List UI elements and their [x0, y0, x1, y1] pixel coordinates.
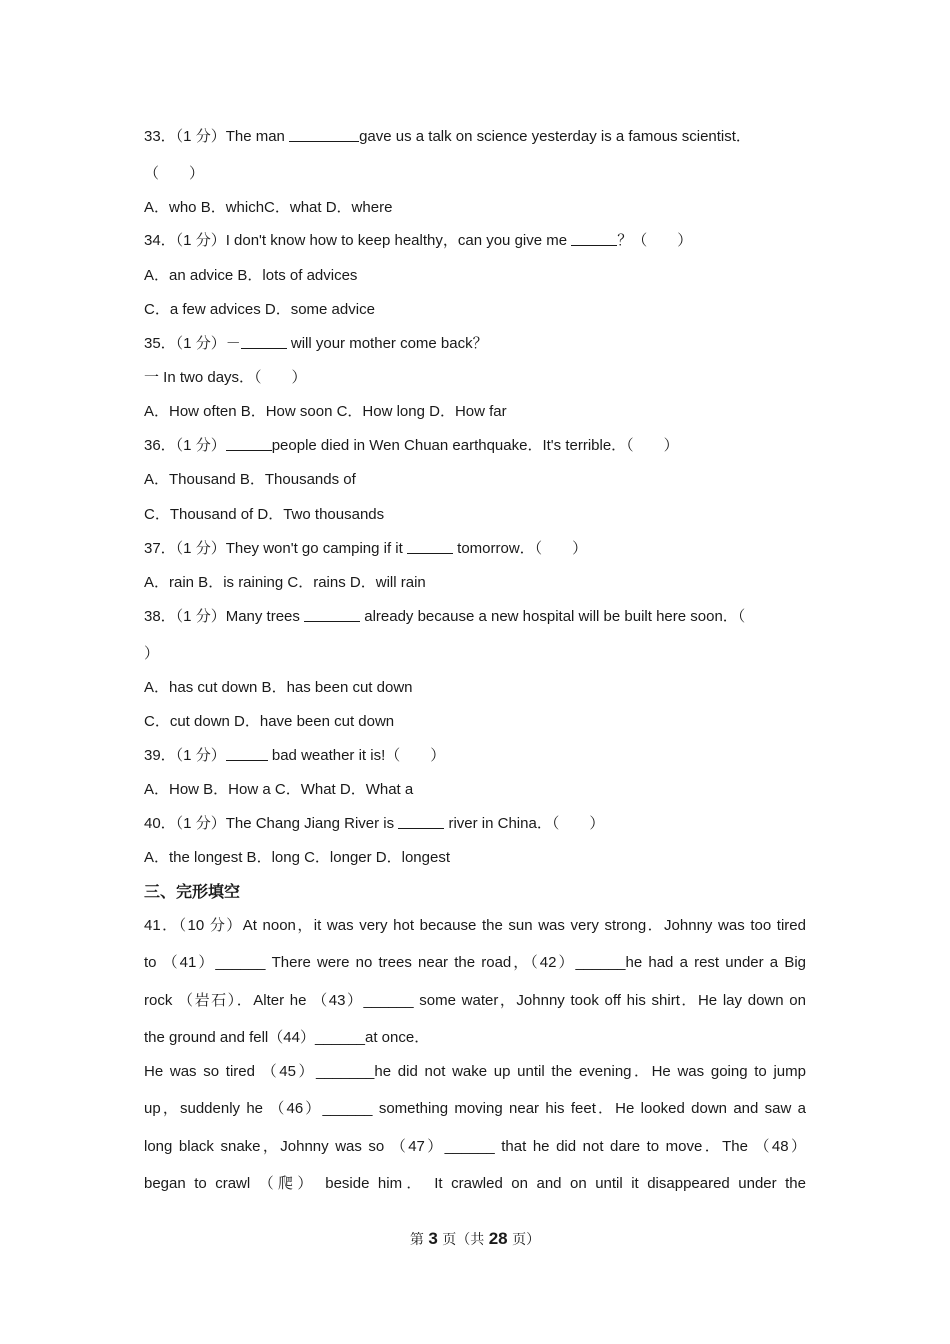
q40-stem — [144, 814, 806, 834]
q36-stem — [144, 436, 806, 456]
q37-options: A．rain B．is raining C．rains D．will rain — [144, 574, 426, 591]
q39-options: A．How B．How a C．What D．What a — [144, 781, 414, 798]
q38-stem-text: 38．（1 分）Many trees — [144, 608, 305, 625]
q38-options-2: C．cut down D．have been cut down — [144, 713, 395, 730]
q40-stem-text: 40．（1 分）The Chang Jiang River is — [144, 815, 399, 832]
q35-stem-text: 35．（1 分）－ — [144, 335, 241, 352]
q36-blank — [226, 436, 272, 451]
footer-total-pages: 28 — [488, 1229, 508, 1248]
q34-stem — [144, 231, 806, 251]
q33-stem — [144, 127, 806, 147]
footer-mid: 页（共 — [437, 1232, 489, 1248]
q33-stem-text-2: gave us a talk on science yesterday is a famous scientist． — [359, 128, 751, 145]
q36-options-2: C．Thousand of D．Two thousands — [144, 506, 385, 523]
q41-line-5: He was so tired （45）_______he did not wake up until the evening．He was going to jump — [144, 1063, 806, 1080]
q38-options-1: A．has cut down B．has been cut down — [144, 679, 413, 696]
q37-stem-text-2: tomorrow．（ ） — [452, 540, 588, 557]
q33-stem-text: 33．（1 分）The man — [144, 128, 290, 145]
q41-line-1: 41．（10 分）At noon，it was very hot because the sun was very strong．Johnny was too tired — [144, 917, 806, 934]
q34-options-1: A．an advice B．lots of advices — [144, 267, 358, 284]
footer-page-number: 3 — [428, 1229, 438, 1248]
q37-blank — [407, 539, 453, 554]
q39-stem-text: 39．（1 分） — [144, 747, 226, 764]
q39-stem — [144, 746, 806, 766]
q36-stem-text: 36．（1 分） — [144, 437, 226, 454]
q35-stem — [144, 334, 806, 354]
q33-blank — [289, 127, 359, 142]
q35-stem-text-2: will your mother come back？ — [286, 335, 488, 352]
q39-blank — [226, 746, 268, 761]
q40-options: A．the longest B．long C．longer D．longest — [144, 849, 450, 866]
q41-line-6: up，suddenly he （46）______ something moving near his feet．He looked down and saw a — [144, 1100, 806, 1117]
q41-line-4: the ground and fell（44）______at once． — [144, 1029, 430, 1046]
section-heading-cloze: 三、完形填空 — [144, 884, 241, 901]
q38-stem — [144, 607, 806, 627]
q36-options-1: A．Thousand B．Thousands of — [144, 471, 356, 488]
q33-options: A．who B．whichC．what D．where — [144, 199, 393, 216]
q36-stem-text-2: people died in Wen Chuan earthquake．It's terrible．（ ） — [271, 437, 679, 454]
q39-stem-text-2: bad weather it is!（ ） — [267, 747, 446, 764]
footer-prefix: 第 — [409, 1232, 429, 1248]
q37-stem-text: 37．（1 分）They won't go camping if it — [144, 540, 407, 557]
q34-stem-text-2: ？（ ） — [617, 232, 693, 249]
q38-stem-text-2: already because a new hospital will be built here soon．（ — [360, 608, 746, 625]
q41-line-7: long black snake，Johnny was so （47）______ that he did not dare to move．The （48） — [144, 1138, 806, 1155]
q33-paren: （ ） — [144, 165, 205, 182]
q38-paren-close: ） — [144, 645, 160, 662]
q35-blank — [241, 334, 287, 349]
q35-options: A．How often B．How soon C．How long D．How far — [144, 403, 507, 420]
q34-stem-text: 34．（1 分）I don't know how to keep healthy，can you give me — [144, 232, 572, 249]
q38-blank — [304, 607, 360, 622]
page-footer — [0, 1229, 950, 1249]
q41-line-2: to （41）______ There were no trees near the road，（42）______he had a rest under a Big — [144, 954, 806, 971]
q40-stem-text-2: river in China．（ ） — [444, 815, 605, 832]
footer-suffix: 页） — [507, 1232, 541, 1248]
q34-blank — [571, 231, 617, 246]
q41-line-8: began to crawl （爬） beside him． It crawled on and on until it disappeared under the — [144, 1175, 806, 1192]
q35-answer-line: 一 In two days．（ ） — [144, 369, 307, 386]
q40-blank — [398, 814, 444, 829]
q34-options-2: C．a few advices D．some advice — [144, 301, 375, 318]
q41-line-3: rock （岩石）．Alter he （43）______ some water，Johnny took off his shirt．He lay down on — [144, 992, 806, 1009]
q37-stem — [144, 539, 806, 559]
